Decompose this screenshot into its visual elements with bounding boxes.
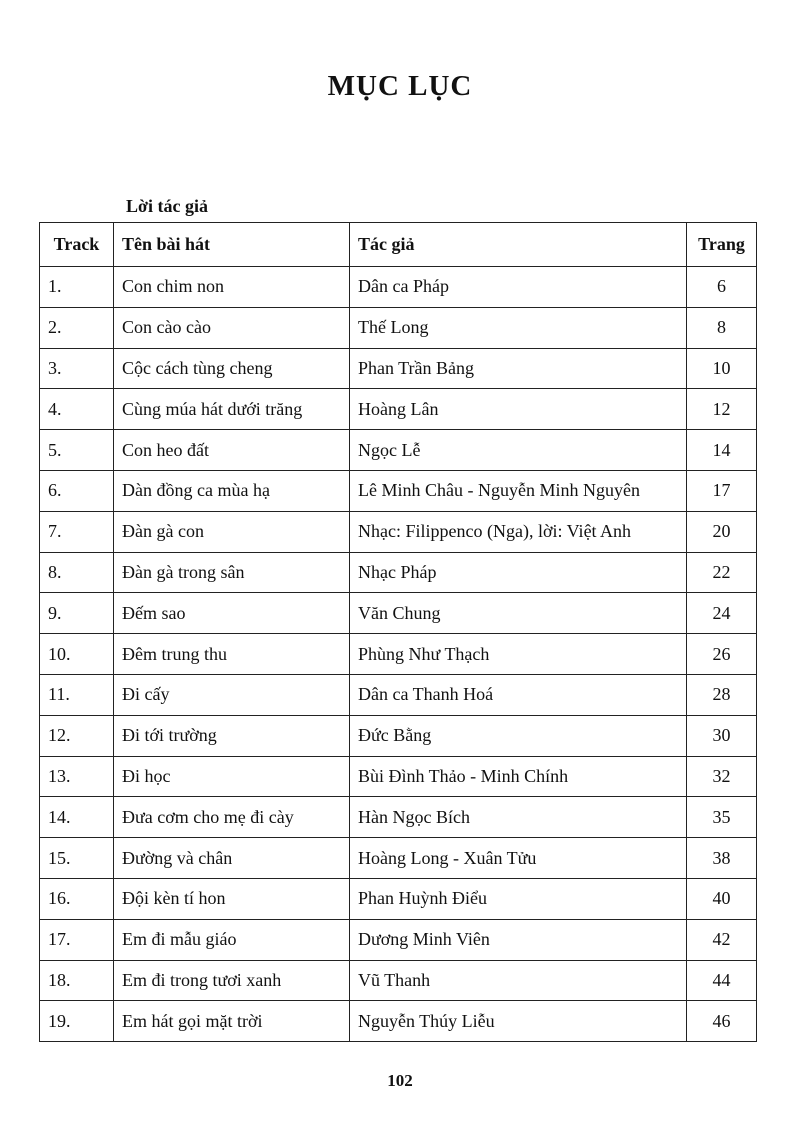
table-row [40, 593, 757, 634]
author-cell: Thế Long [350, 307, 687, 348]
table-row [40, 634, 757, 675]
song-title-cell: Con chim non [114, 267, 350, 308]
author-cell: Phan Trần Bảng [350, 348, 687, 389]
track-cell: 3. [40, 348, 114, 389]
page-cell: 42 [687, 919, 757, 960]
song-title-cell: Con heo đất [114, 430, 350, 471]
track-cell: 18. [40, 960, 114, 1001]
page-cell: 35 [687, 797, 757, 838]
page-number: 102 [387, 1071, 413, 1090]
author-cell: Vũ Thanh [350, 960, 687, 1001]
header-song: Tên bài hát [114, 223, 350, 267]
author-cell: Nguyễn Thúy Liễu [350, 1001, 687, 1042]
track-cell: 16. [40, 878, 114, 919]
page-cell: 32 [687, 756, 757, 797]
page-cell: 10 [687, 348, 757, 389]
table-header-row [40, 223, 757, 267]
page-cell: 6 [687, 267, 757, 308]
song-title-cell: Dàn đồng ca mùa hạ [114, 470, 350, 511]
author-cell: Phùng Như Thạch [350, 634, 687, 675]
table-row [40, 797, 757, 838]
table-row [40, 511, 757, 552]
track-cell: 10. [40, 634, 114, 675]
table-row [40, 267, 757, 308]
song-title-cell: Em đi trong tươi xanh [114, 960, 350, 1001]
author-cell: Văn Chung [350, 593, 687, 634]
table-row [40, 878, 757, 919]
page-cell: 40 [687, 878, 757, 919]
author-cell: Bùi Đình Thảo - Minh Chính [350, 756, 687, 797]
track-cell: 12. [40, 715, 114, 756]
song-title-cell: Em hát gọi mặt trời [114, 1001, 350, 1042]
table-row [40, 838, 757, 879]
track-cell: 9. [40, 593, 114, 634]
table-row [40, 960, 757, 1001]
page-cell: 30 [687, 715, 757, 756]
song-title-cell: Đưa cơm cho mẹ đi cày [114, 797, 350, 838]
song-title-cell: Con cào cào [114, 307, 350, 348]
song-title-cell: Đêm trung thu [114, 634, 350, 675]
track-cell: 17. [40, 919, 114, 960]
page-cell: 38 [687, 838, 757, 879]
table-row [40, 1001, 757, 1042]
song-title-cell: Đi học [114, 756, 350, 797]
page-cell: 46 [687, 1001, 757, 1042]
page-cell: 28 [687, 674, 757, 715]
page-title: MỤC LỤC [327, 70, 473, 102]
intro-label: Lời tác giả [126, 196, 208, 216]
track-cell: 8. [40, 552, 114, 593]
table-row [40, 756, 757, 797]
track-cell: 5. [40, 430, 114, 471]
song-title-cell: Đi tới trường [114, 715, 350, 756]
table-row [40, 389, 757, 430]
song-title-cell: Đường và chân [114, 838, 350, 879]
page-cell: 26 [687, 634, 757, 675]
header-track: Track [40, 223, 114, 267]
page-cell: 12 [687, 389, 757, 430]
track-cell: 15. [40, 838, 114, 879]
track-cell: 1. [40, 267, 114, 308]
page-cell: 44 [687, 960, 757, 1001]
track-cell: 13. [40, 756, 114, 797]
author-cell: Hoàng Long - Xuân Tửu [350, 838, 687, 879]
author-cell: Nhạc: Filippenco (Nga), lời: Việt Anh [350, 511, 687, 552]
song-title-cell: Đàn gà trong sân [114, 552, 350, 593]
track-cell: 14. [40, 797, 114, 838]
table-row [40, 674, 757, 715]
author-cell: Phan Huỳnh Điểu [350, 878, 687, 919]
author-cell: Dân ca Thanh Hoá [350, 674, 687, 715]
track-cell: 6. [40, 470, 114, 511]
author-cell: Đức Bằng [350, 715, 687, 756]
song-title-cell: Em đi mẫu giáo [114, 919, 350, 960]
song-title-cell: Đàn gà con [114, 511, 350, 552]
page-cell: 20 [687, 511, 757, 552]
song-title-cell: Đi cấy [114, 674, 350, 715]
track-cell: 19. [40, 1001, 114, 1042]
header-author: Tác giả [350, 223, 687, 267]
author-cell: Lê Minh Châu - Nguyễn Minh Nguyên [350, 470, 687, 511]
table-row [40, 552, 757, 593]
table-row [40, 470, 757, 511]
table-body [40, 267, 757, 1042]
table-row [40, 430, 757, 471]
page-cell: 8 [687, 307, 757, 348]
track-cell: 2. [40, 307, 114, 348]
author-cell: Hàn Ngọc Bích [350, 797, 687, 838]
table-row [40, 715, 757, 756]
track-cell: 4. [40, 389, 114, 430]
page-cell: 17 [687, 470, 757, 511]
author-cell: Dân ca Pháp [350, 267, 687, 308]
author-cell: Ngọc Lễ [350, 430, 687, 471]
author-cell: Dương Minh Viên [350, 919, 687, 960]
song-title-cell: Đội kèn tí hon [114, 878, 350, 919]
header-page: Trang [687, 223, 757, 267]
track-cell: 11. [40, 674, 114, 715]
song-title-cell: Cùng múa hát dưới trăng [114, 389, 350, 430]
table-row [40, 919, 757, 960]
table-row [40, 307, 757, 348]
page-cell: 14 [687, 430, 757, 471]
song-title-cell: Đếm sao [114, 593, 350, 634]
track-cell: 7. [40, 511, 114, 552]
author-cell: Nhạc Pháp [350, 552, 687, 593]
song-title-cell: Cộc cách tùng cheng [114, 348, 350, 389]
author-cell: Hoàng Lân [350, 389, 687, 430]
page-cell: 22 [687, 552, 757, 593]
page-cell: 24 [687, 593, 757, 634]
table-row [40, 348, 757, 389]
toc-table [39, 222, 757, 1042]
